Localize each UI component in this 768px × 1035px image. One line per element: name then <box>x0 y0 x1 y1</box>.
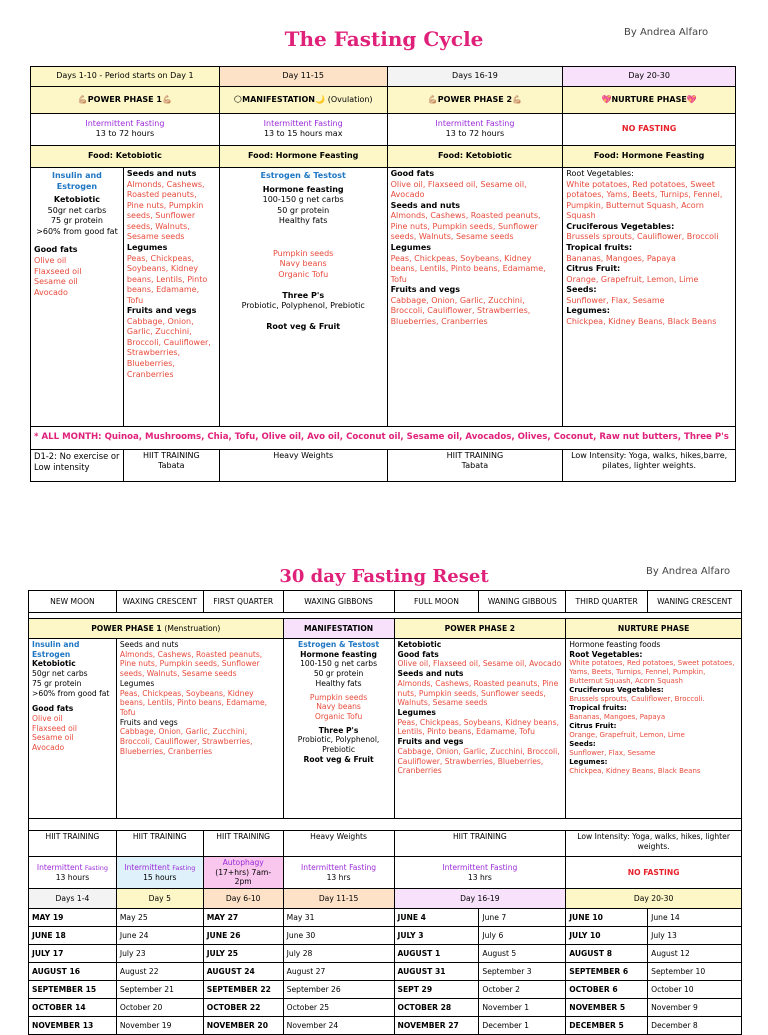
date-cell: November 9 <box>648 999 742 1017</box>
dayrange-2: Day 5 <box>116 889 203 909</box>
date-cell: July 6 <box>479 927 566 945</box>
date-row <box>29 1017 742 1035</box>
date-row <box>29 999 742 1017</box>
fast-5: Intermittent Fasting 13 hrs <box>394 857 566 889</box>
training-6: Low Intensity: Yoga, walks, hikes, lighter weights. <box>566 831 742 857</box>
phase-manifestation: MANIFESTATION <box>283 619 394 639</box>
date-cell: August 27 <box>283 963 394 981</box>
food-4: Food: Hormone Feasting <box>563 145 736 167</box>
date-cell: August 22 <box>116 963 203 981</box>
date-cell: September 10 <box>648 963 742 981</box>
date-cell: MAY 19 <box>29 909 117 927</box>
date-cell: September 26 <box>283 981 394 999</box>
days-1: Days 1-10 - Period starts on Day 1 <box>31 67 220 87</box>
date-cell: September 21 <box>116 981 203 999</box>
all-month-note: * ALL MONTH: Quinoa, Mushrooms, Chia, Tofu, Olive oil, Avo oil, Coconut oil, Sesame oil, Avocados, Olives, Coconut, Raw nut butters, Three P's <box>31 427 736 449</box>
dates-body <box>29 909 742 1035</box>
col1-left: Insulin and Estrogen Ketobiotic 50gr net carbs 75 gr protein >60% from good fat Good fats Olive oil Flaxseed oil Sesame oil Avocado <box>31 168 124 427</box>
doc1-author: By Andrea Alfaro <box>624 27 709 38</box>
c2: Estrogen & Testost Hormone feasting 100-150 g net carbs 50 gr protein Healthy fats Pumpkin seeds Navy beans Organic Tofu Three P's Probiotic, Polyphenol, Prebiotic Root veg & Fruit <box>283 639 394 819</box>
training-1: HIIT TRAINING <box>29 831 117 857</box>
date-cell: July 23 <box>116 945 203 963</box>
date-cell: NOVEMBER 27 <box>394 1017 479 1035</box>
date-cell: OCTOBER 22 <box>203 999 283 1017</box>
date-cell: October 2 <box>479 981 566 999</box>
date-cell: JULY 17 <box>29 945 117 963</box>
training-5: HIIT TRAINING <box>394 831 566 857</box>
date-row <box>29 981 742 999</box>
date-cell: October 20 <box>116 999 203 1017</box>
date-cell: June 7 <box>479 909 566 927</box>
food-2: Food: Hormone Feasting <box>219 145 387 167</box>
col4: Root Vegetables: White potatoes, Red potatoes, Sweet potatoes, Yams, Beets, Turnips, Fennel, Pumpkin, Butternut Squash, Acorn Squash Cruciferous Vegetables: Brussels sprouts, Cauliflower, Broccoli Tropical fruits: Bananas, Mangoes, Papaya Citrus Fruit: Orange, Grapefruit, Lemon, Lime Seeds: Sunflower, Flax, Sesame Legumes: Chickpea, Kidney Beans, Black Beans <box>563 168 736 427</box>
exercise-2: HIIT TRAINING Tabata <box>123 449 219 481</box>
fast-4: Intermittent Fasting 13 hrs <box>283 857 394 889</box>
date-cell: JULY 25 <box>203 945 283 963</box>
exercise-4: HIIT TRAINING Tabata <box>387 449 563 481</box>
training-2: HIIT TRAINING <box>116 831 203 857</box>
date-cell: SEPT 29 <box>394 981 479 999</box>
doc2-author: By Andrea Alfaro <box>646 566 731 577</box>
phase-power-2: 💪🏼POWER PHASE 2💪🏼 <box>387 87 563 113</box>
date-cell: AUGUST 31 <box>394 963 479 981</box>
moon-2: WAXING CRESCENT <box>116 591 203 613</box>
fasting-4: NO FASTING <box>563 113 736 145</box>
phase-power-1: POWER PHASE 1 (Menstruation) <box>29 619 284 639</box>
fasting-3: Intermittent Fasting 13 to 72 hours <box>387 113 563 145</box>
date-cell: AUGUST 8 <box>566 945 648 963</box>
fast-1: Intermittent Fasting 13 hours <box>29 857 117 889</box>
date-cell: October 25 <box>283 999 394 1017</box>
food-3: Food: Ketobiotic <box>387 145 563 167</box>
exercise-5: Low Intensity: Yoga, walks, hikes,barre, pilates, lighter weights. <box>563 449 736 481</box>
date-row <box>29 927 742 945</box>
date-cell: JUNE 18 <box>29 927 117 945</box>
days-3: Days 16-19 <box>387 67 563 87</box>
moon-6: WANING GIBBOUS <box>479 591 566 613</box>
date-cell: AUGUST 16 <box>29 963 117 981</box>
date-cell: OCTOBER 28 <box>394 999 479 1017</box>
col2: Estrogen & Testost Hormone feasting 100-150 g net carbs 50 gr protein Healthy fats Pumpkin seeds Navy beans Organic Tofu Three P's Probiotic, Polyphenol, Prebiotic Root veg & Fruit <box>219 168 387 427</box>
c3: Ketobiotic Good fats Olive oil, Flaxseed oil, Sesame oil, Avocado Seeds and nuts Almonds, Cashews, Roasted peanuts, Pine nuts, Pumpkin seeds, Sunflower seeds, Walnuts, Sesame seeds Legumes Peas, Chickpeas, Soybeans, Kidney beans, Lentils, Pinto beans, Edamame, Tofu Fruits and vegs Cabbage, Onion, Garlic, Zucchini, Broccoli, Cauliflower, Strawberries, Blueberries, Cranberries <box>394 639 566 819</box>
date-cell: May 25 <box>116 909 203 927</box>
c1-right: Seeds and nuts Almonds, Cashews, Roasted peanuts, Pine nuts, Pumpkin seeds, Sunflower seeds, Walnuts, Sesame seeds Legumes Peas, Chickpeas, Soybeans, Kidney beans, Lentils, Pinto beans, Edamame, Tofu Fruits and vegs Cabbage, Onion, Garlic, Zucchini, Broccoli, Cauliflower, Strawberries, Blueberries, Cranberries <box>116 639 283 819</box>
fasting-1: Intermittent Fasting 13 to 72 hours <box>31 113 220 145</box>
dayrange-6: Day 20-30 <box>566 889 742 909</box>
date-cell: July 28 <box>283 945 394 963</box>
fasting-cycle-table <box>30 66 736 482</box>
date-cell: October 10 <box>648 981 742 999</box>
date-cell: NOVEMBER 13 <box>29 1017 117 1035</box>
date-cell: AUGUST 24 <box>203 963 283 981</box>
moon-7: THIRD QUARTER <box>566 591 648 613</box>
date-cell: AUGUST 1 <box>394 945 479 963</box>
days-2: Day 11-15 <box>219 67 387 87</box>
date-cell: MAY 27 <box>203 909 283 927</box>
fast-3: Autophagy (17+hrs) 7am-2pm <box>203 857 283 889</box>
col3: Good fats Olive oil, Flaxseed oil, Sesame oil, Avocado Seeds and nuts Almonds, Cashews, Roasted peanuts, Pine nuts, Pumpkin seeds, Sunflower seeds, Walnuts, Sesame seeds Legumes Peas, Chickpeas, Soybeans, Kidney beans, Lentils, Pinto beans, Edamame, Tofu Fruits and vegs Cabbage, Onion, Garlic, Zucchini, Broccoli, Cauliflower, Strawberries, Blueberries, Cranberries <box>387 168 563 427</box>
moon-5: FULL MOON <box>394 591 479 613</box>
date-row <box>29 945 742 963</box>
dayrange-5: Day 16-19 <box>394 889 566 909</box>
date-cell: July 13 <box>648 927 742 945</box>
date-cell: JULY 3 <box>394 927 479 945</box>
fasting-2: Intermittent Fasting 13 to 15 hours max <box>219 113 387 145</box>
c1-left: Insulin and Estrogen Ketobiotic 50gr net carbs 75 gr protein >60% from good fat Good fats Olive oil Flaxseed oil Sesame oil Avocado <box>29 639 117 819</box>
date-cell: June 30 <box>283 927 394 945</box>
date-cell: JUNE 4 <box>394 909 479 927</box>
date-cell: SEPTEMBER 15 <box>29 981 117 999</box>
exercise-1: D1-2: No exercise or Low intensity <box>31 449 124 481</box>
phase-nurture: NURTURE PHASE <box>566 619 742 639</box>
moon-4: WAXING GIBBONS <box>283 591 394 613</box>
c4: Hormone feasting foods Root Vegetables: White potatoes, Red potatoes, Sweet potatoes, Yams, Beets, Turnips, Fennel, Pumpkin, Butternut Squash, Acorn Squash Cruciferous Vegetables: Brussels sprouts, Cauliflower, Broccoli. Tropical fruits: Bananas, Mangoes, Papaya Citrus Fruit: Orange, Grapefruit, Lemon, Lime Seeds: Sunflower, Flax, Sesame Legumes: Chickpea, Kidney Beans, Black Beans <box>566 639 742 819</box>
phase-power-1: 💪🏼POWER PHASE 1💪🏼 <box>31 87 220 113</box>
date-row <box>29 909 742 927</box>
dayrange-3: Day 6-10 <box>203 889 283 909</box>
date-cell: December 8 <box>648 1017 742 1035</box>
phase-manifestation: 🌕MANIFESTATION🌙 (Ovulation) <box>219 87 387 113</box>
date-cell: August 12 <box>648 945 742 963</box>
date-cell: NOVEMBER 20 <box>203 1017 283 1035</box>
doc1-title: The Fasting Cycle <box>284 27 484 51</box>
moon-1: NEW MOON <box>29 591 117 613</box>
date-cell: September 3 <box>479 963 566 981</box>
days-4: Day 20-30 <box>563 67 736 87</box>
phase-power-2: POWER PHASE 2 <box>394 619 566 639</box>
fast-6: NO FASTING <box>566 857 742 889</box>
doc2-title: 30 day Fasting Reset <box>279 566 489 587</box>
date-cell: SEPTEMBER 6 <box>566 963 648 981</box>
col1-right: Seeds and nuts Almonds, Cashews, Roasted peanuts, Pine nuts, Pumpkin seeds, Sunflower seeds, Walnuts, Sesame seeds Legumes Peas, Chickpeas, Soybeans, Kidney beans, Lentils, Pinto beans, Edamame, Tofu Fruits and vegs Cabbage, Onion, Garlic, Zucchini, Broccoli, Cauliflower, Strawberries, Blueberries, Cranberries <box>123 168 219 427</box>
moon-3: FIRST QUARTER <box>203 591 283 613</box>
training-4: Heavy Weights <box>283 831 394 857</box>
date-row <box>29 963 742 981</box>
date-cell: December 1 <box>479 1017 566 1035</box>
date-cell: May 31 <box>283 909 394 927</box>
date-cell: JUNE 10 <box>566 909 648 927</box>
fasting-reset-table <box>28 590 742 1035</box>
exercise-3: Heavy Weights <box>219 449 387 481</box>
date-cell: DECEMBER 5 <box>566 1017 648 1035</box>
training-3: HIIT TRAINING <box>203 831 283 857</box>
date-cell: November 24 <box>283 1017 394 1035</box>
dayrange-4: Day 11-15 <box>283 889 394 909</box>
date-cell: JUNE 26 <box>203 927 283 945</box>
date-cell: June 14 <box>648 909 742 927</box>
fast-2: Intermittent Fasting 15 hours <box>116 857 203 889</box>
moon-8: WANING CRESCENT <box>648 591 742 613</box>
date-cell: JULY 10 <box>566 927 648 945</box>
phase-nurture: 💖NURTURE PHASE💖 <box>563 87 736 113</box>
dayrange-1: Days 1-4 <box>29 889 117 909</box>
date-cell: OCTOBER 14 <box>29 999 117 1017</box>
date-cell: November 19 <box>116 1017 203 1035</box>
date-cell: August 5 <box>479 945 566 963</box>
food-1: Food: Ketobiotic <box>31 145 220 167</box>
date-cell: NOVEMBER 5 <box>566 999 648 1017</box>
date-cell: OCTOBER 6 <box>566 981 648 999</box>
date-cell: November 1 <box>479 999 566 1017</box>
date-cell: SEPTEMBER 22 <box>203 981 283 999</box>
date-cell: June 24 <box>116 927 203 945</box>
